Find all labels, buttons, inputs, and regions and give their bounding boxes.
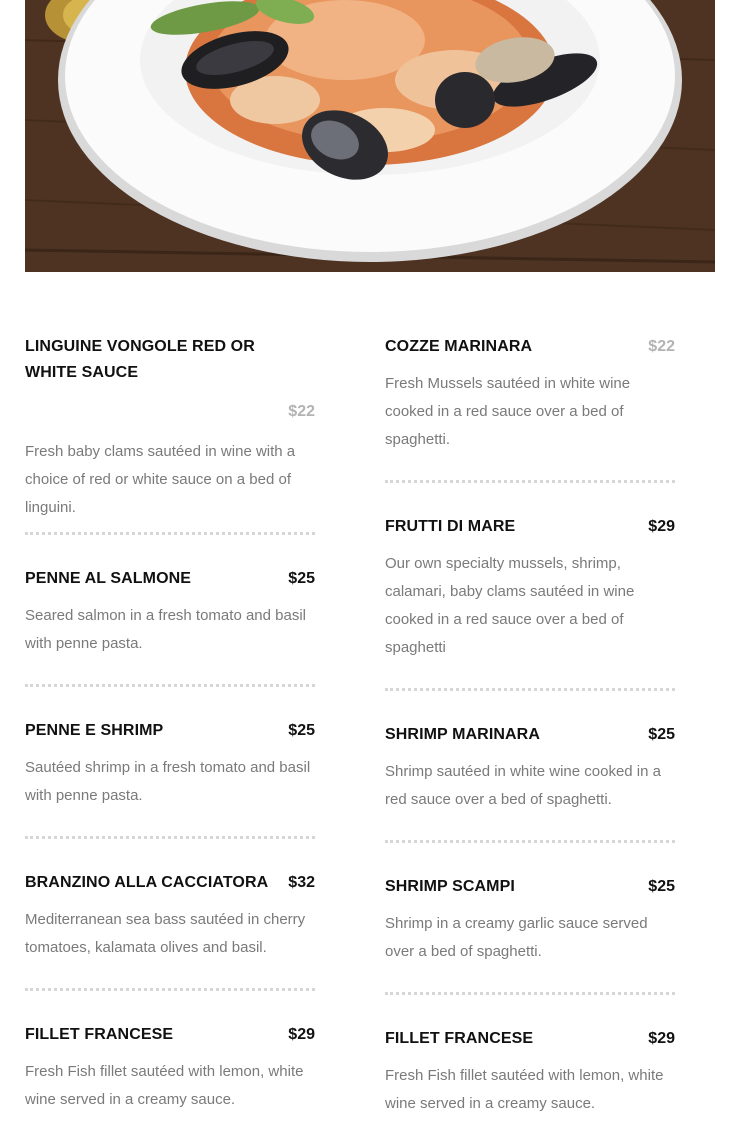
menu-item — [25, 1022, 315, 1114]
wood-table-background — [25, 0, 715, 272]
menu-item — [25, 870, 315, 962]
menu-item-name: FRUTTI DI MARE — [385, 518, 516, 535]
menu-divider — [385, 992, 675, 995]
menu-item-name: PENNE E SHRIMP — [25, 722, 164, 739]
menu-item-description: Shrimp sautéed in white wine cooked in a red sauce over a bed of spaghetti. — [385, 763, 661, 808]
menu-item-name: PENNE AL SALMONE — [25, 570, 192, 587]
menu-divider — [385, 480, 675, 483]
menu-item-price: $25 — [648, 726, 675, 743]
menu-item-price: $25 — [648, 878, 675, 895]
menu-divider — [385, 688, 675, 691]
menu-item-price: $29 — [288, 1026, 315, 1043]
menu-item-description: Sautéed shrimp in a fresh tomato and basil with penne pasta. — [25, 759, 311, 804]
menu-item — [385, 722, 675, 814]
menu-item-name: SHRIMP MARINARA — [385, 726, 540, 743]
menu-item-name: FILLET FRANCESE — [385, 1030, 534, 1047]
menu-item-description: Fresh Mussels sautéed in white wine cooked in a red sauce over a bed of spaghetti. — [385, 375, 631, 448]
menu-item — [25, 718, 315, 810]
menu-item-price: $22 — [288, 403, 315, 420]
menu-item-description: Fresh Fish fillet sautéed with lemon, white wine served in a creamy sauce. — [25, 1063, 304, 1108]
menu-item-price: $29 — [648, 1030, 675, 1047]
menu-item-description: Seared salmon in a fresh tomato and basil with penne pasta. — [25, 607, 306, 652]
menu-item-name: FILLET FRANCESE — [25, 1026, 174, 1043]
menu-item-name: BRANZINO ALLA CACCIATORA — [25, 874, 269, 891]
menu-item — [385, 514, 675, 662]
menu-item-price: $25 — [288, 570, 315, 587]
menu-item-name: SHRIMP SCAMPI — [385, 878, 515, 895]
menu-item — [385, 334, 675, 454]
menu-divider — [25, 532, 315, 535]
menu-item-description: Fresh baby clams sautéed in wine with a choice of red or white sauce on a bed of linguini. — [25, 443, 296, 516]
menu-item-name: COZZE MARINARA — [385, 338, 533, 355]
menu-item-name: LINGUINE VONGOLE RED OR WHITE SAUCE — [25, 338, 255, 381]
menu-item — [385, 874, 675, 966]
menu-item-description: Shrimp in a creamy garlic sauce served over a bed of spaghetti. — [385, 915, 648, 960]
menu-item — [25, 566, 315, 658]
menu-item-description: Our own specialty mussels, shrimp, calamari, baby clams sautéed in wine cooked in a red sauce over a bed of spaghetti — [385, 555, 635, 656]
hero-food-image — [25, 0, 715, 272]
menu-item-description: Fresh Fish fillet sautéed with lemon, white wine served in a creamy sauce. — [385, 1067, 664, 1112]
menu-item — [25, 334, 315, 522]
menu-item-description: Mediterranean sea bass sautéed in cherry tomatoes, kalamata olives and basil. — [25, 911, 306, 956]
menu-item — [385, 1026, 675, 1118]
menu-item-price: $25 — [288, 722, 315, 739]
menu-item-price: $32 — [288, 874, 315, 891]
menu-divider — [25, 684, 315, 687]
menu-item-price: $29 — [648, 518, 675, 535]
menu-divider — [385, 840, 675, 843]
menu-item-price: $22 — [648, 338, 675, 355]
menu-divider — [25, 988, 315, 991]
menu-divider — [25, 836, 315, 839]
